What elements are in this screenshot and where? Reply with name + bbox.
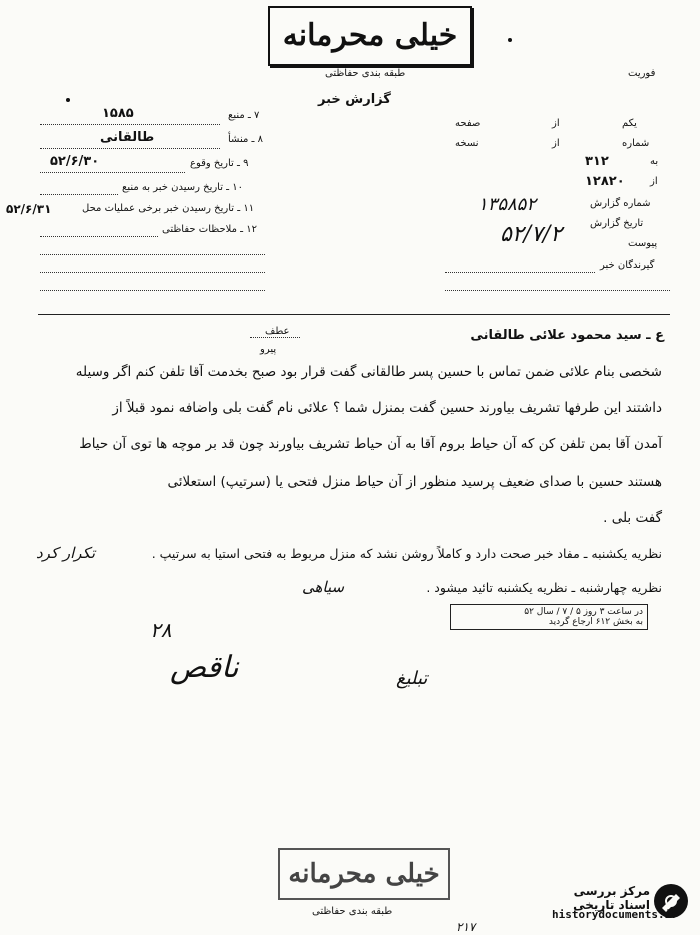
body-line: شخصی بنام علائی ضمن تماس با حسین پسر طالقانی گفت قرار بود صبح بخدمت آقا تلفن کنم اگر وسیله — [75, 364, 662, 380]
subject-line: ع ـ سید محمود علائی طالقانی — [470, 328, 664, 343]
opinion-sunday: نظریه یکشنبه ـ مفاد خبر صحت دارد و کاملاً روشن نشد که منزل مربوط به فتحی استیا به سرتیپ . — [151, 546, 662, 561]
body-line: گفت بلی . — [603, 510, 662, 526]
recipients-dotted-line — [445, 290, 670, 291]
dotted-line — [40, 236, 158, 237]
field-page-of: از — [552, 118, 560, 129]
opinion-wednesday: نظریه چهارشنبه ـ نظریه یکشنبه تائید میشود . — [426, 580, 662, 595]
dotted-line — [40, 272, 265, 273]
field-occurrence-date-value: ۵۲/۶/۳۰ — [50, 154, 100, 169]
body-line: آمدن آقا بمن تلفن کن که آن حیاط بروم آقا به آن حیاط تشریف بیاورند چون قد بر موچه ها توی آن حیاط — [79, 436, 662, 452]
field-occurrence-date-label: ۹ ـ تاریخ وقوع — [190, 158, 249, 169]
field-attachment-label: پیوست — [628, 238, 658, 249]
field-recipients-label: گیرندگان خبر — [600, 260, 655, 271]
ref-peyro-label: پیرو — [260, 344, 277, 355]
urgency-label: فوریت — [628, 68, 656, 79]
handwritten-mark: ناقص — [170, 650, 239, 685]
receipt-stamp-line: در ساعت ۳ روز ۵ / ۷ / سال ۵۲ — [524, 607, 643, 617]
field-page-unit: صفحه — [455, 118, 481, 129]
field-report-number-label: شماره گزارش — [590, 198, 651, 209]
handwritten-signature: سیاهی — [302, 578, 345, 596]
receipt-stamp — [450, 604, 648, 630]
handwritten-note: تبلیغ — [396, 668, 428, 689]
hole-punch-mark — [66, 98, 70, 102]
dotted-line — [40, 254, 265, 255]
field-to-value: ۳۱۲ — [585, 154, 609, 169]
handwritten-signature: تکرار کرد — [36, 544, 96, 562]
field-from-value: ۱۲۸۲۰ — [585, 174, 625, 189]
field-from-label: از — [650, 176, 658, 187]
field-report-number-value: ۱۳۵۸۵۲ — [478, 194, 537, 215]
receipt-stamp-line: به بخش ۶۱۲ ارجاع گردید — [548, 617, 643, 627]
ref-divider — [250, 337, 300, 338]
field-receipt-date-label: ۱۰ ـ تاریخ رسیدن خبر به منبع — [122, 182, 244, 193]
field-report-date-label: تاریخ گزارش — [590, 218, 644, 229]
field-to-label: به — [650, 156, 659, 167]
field-origin-value: طالقانی — [100, 130, 155, 145]
page-number: ۲۱۷ — [456, 920, 476, 934]
field-source-label: ۷ ـ منبع — [228, 110, 260, 121]
handwritten-initials: ۲۸ — [150, 618, 172, 642]
section-divider — [38, 314, 670, 315]
field-source-value: ۱۵۸۵ — [102, 106, 134, 121]
bottom-classification-stamp: خیلی محرمانه — [278, 848, 450, 900]
classification-label: طبقه بندی حفاظتی — [325, 68, 406, 79]
field-page-label: یکم — [622, 118, 637, 129]
dotted-line — [40, 124, 220, 125]
body-line: داشتند این طرفها تشریف بیاورند حسین گفت بمنزل شما ؟ علائی نام گفت بلی واضافه نمود قبلاً از — [112, 400, 662, 416]
archive-footer — [552, 880, 692, 928]
recipients-dotted-line — [445, 272, 595, 273]
field-copy-label: شماره — [622, 138, 650, 149]
field-ops-date-label: ۱۱ ـ تاریخ رسیدن خبر برخی عملیات محل — [82, 203, 255, 214]
field-copy-of: از — [552, 138, 560, 149]
top-classification-stamp: خیلی محرمانه — [268, 6, 472, 66]
hole-punch-mark — [508, 38, 512, 42]
report-title: گزارش خبر — [318, 92, 391, 107]
ref-atf-label: عطف — [265, 326, 290, 337]
field-origin-label: ۸ ـ منشأ — [228, 134, 264, 145]
dotted-line — [40, 172, 185, 173]
field-copy-unit: نسخه — [455, 138, 479, 149]
body-line: هستند حسین با صدای ضعیف پرسید منظور از آن حیاط منزل فتحی یا (سرتیپ) استعلائی — [167, 474, 662, 490]
bottom-classification-label: طبقه بندی حفاظتی — [312, 906, 393, 917]
field-ops-date-value: ۵۲/۶/۳۱ — [6, 202, 52, 216]
archive-center-name: مرکز بررسی اسناد تاریخی — [573, 884, 650, 912]
dotted-line — [40, 194, 118, 195]
field-notes-label: ۱۲ ـ ملاحظات حفاظتی — [162, 224, 257, 235]
dotted-line — [40, 290, 265, 291]
dotted-line — [40, 148, 220, 149]
archive-url: historydocuments.ir — [552, 908, 678, 921]
field-report-date-value: ۵۲/۷/۲ — [500, 222, 563, 247]
